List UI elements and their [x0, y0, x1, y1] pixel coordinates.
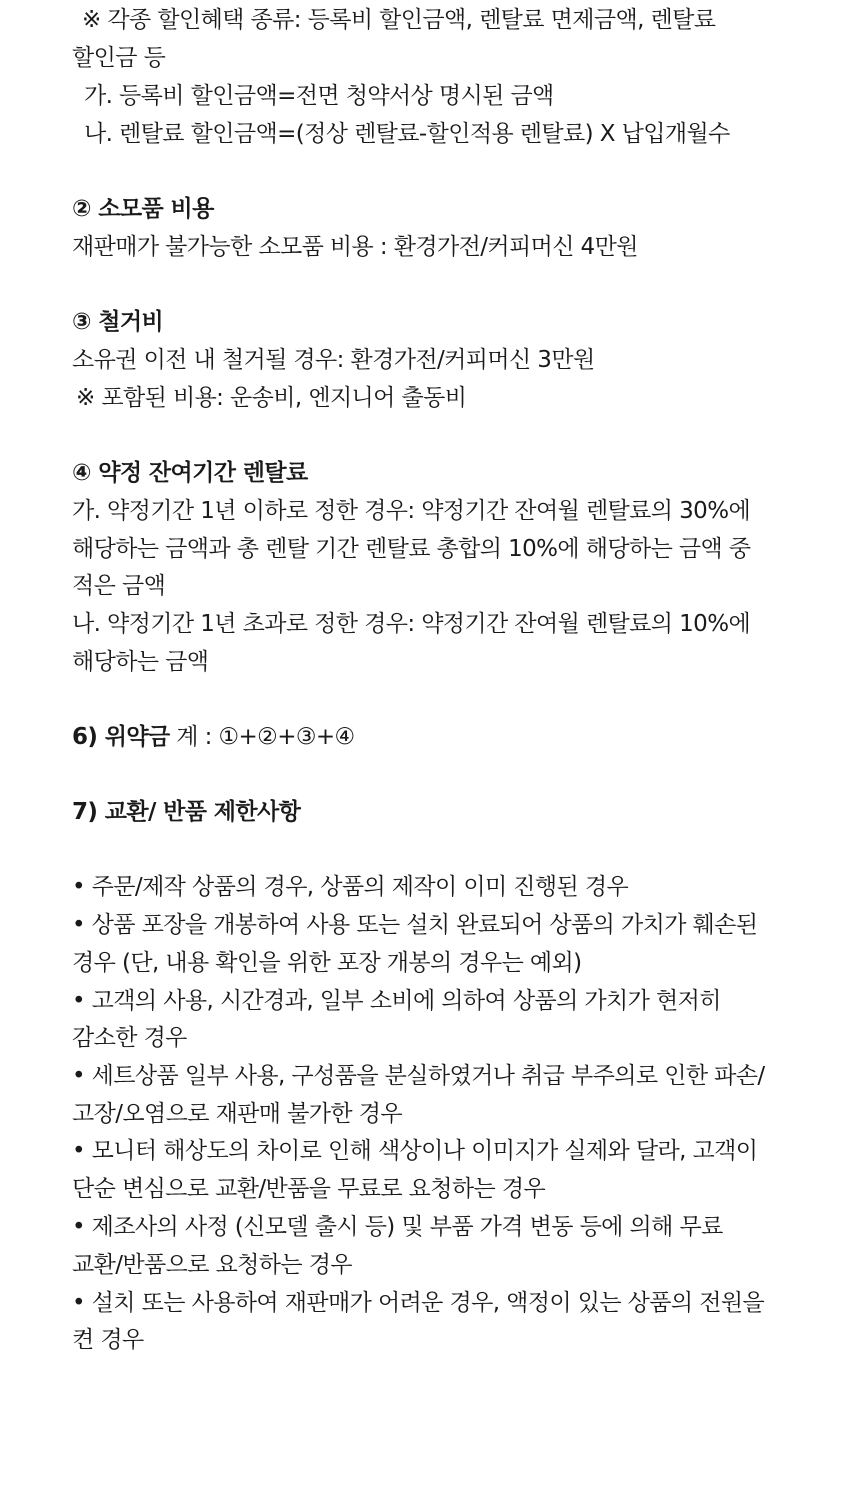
penalty-heading: 6) 위약금 [72, 724, 170, 750]
restriction-line: 경우 (단, 내용 확인을 위한 포장 개봉의 경우는 예외) [72, 950, 582, 976]
restriction-line: • 모니터 해상도의 차이로 인해 색상이나 이미지가 실제와 달라, 고객이 [72, 1138, 758, 1164]
discount-note: ※ 각종 할인혜택 종류: 등록비 할인금액, 렌탈료 면제금액, 렌탈료 [82, 7, 716, 33]
penalty-row [72, 722, 355, 752]
restriction-line: • 세트상품 일부 사용, 구성품을 분실하였거나 취급 부주의로 인한 파손/ [72, 1063, 765, 1089]
remaining-heading: ④ 약정 잔여기간 렌탈료 [72, 460, 308, 486]
restriction-line: • 제조사의 사정 (신모델 출시 등) 및 부품 가격 변동 등에 의해 무료 [72, 1214, 723, 1240]
restriction-line: • 주문/제작 상품의 경우, 상품의 제작이 이미 진행된 경우 [72, 874, 629, 900]
removal-note: ※ 포함된 비용: 운송비, 엔지니어 출동비 [76, 385, 467, 411]
remaining-item-b-line2: 해당하는 금액 [72, 649, 209, 675]
discount-note-continued: 할인금 등 [72, 45, 166, 71]
restriction-line: 켠 경우 [72, 1327, 144, 1353]
restriction-line: 단순 변심으로 교환/반품을 무료로 요청하는 경우 [72, 1176, 546, 1202]
consumables-heading: ② 소모품 비용 [72, 196, 214, 222]
remaining-item-b-line1: 나. 약정기간 1년 초과로 정한 경우: 약정기간 잔여월 렌탈료의 10%에 [72, 611, 751, 637]
restriction-line: • 고객의 사용, 시간경과, 일부 소비에 의하여 상품의 가치가 현저히 [72, 988, 721, 1014]
consumables-text: 재판매가 불가능한 소모품 비용 : 환경가전/커피머신 4만원 [72, 234, 638, 260]
penalty-formula: 계 : ①+②+③+④ [176, 724, 355, 750]
removal-heading: ③ 철거비 [72, 309, 164, 335]
remaining-item-a-line2: 해당하는 금액과 총 렌탈 기간 렌탈료 총합의 10%에 해당하는 금액 중 [72, 536, 751, 562]
restriction-line: 감소한 경우 [72, 1025, 187, 1051]
discount-item-a: 가. 등록비 할인금액=전면 청약서상 명시된 금액 [84, 83, 554, 109]
restriction-line: • 상품 포장을 개봉하여 사용 또는 설치 완료되어 상품의 가치가 훼손된 [72, 912, 758, 938]
removal-text: 소유권 이전 내 철거될 경우: 환경가전/커피머신 3만원 [72, 347, 595, 373]
remaining-item-a-line3: 적은 금액 [72, 573, 166, 599]
restrictions-heading: 7) 교환/ 반품 제한사항 [72, 799, 301, 825]
restriction-line: 교환/반품으로 요청하는 경우 [72, 1252, 352, 1278]
restriction-line: • 설치 또는 사용하여 재판매가 어려운 경우, 액정이 있는 상품의 전원을 [72, 1290, 765, 1316]
discount-item-b: 나. 렌탈료 할인금액=(정상 렌탈료-할인적용 렌탈료) X 납입개월수 [84, 121, 730, 147]
restriction-line: 고장/오염으로 재판매 불가한 경우 [72, 1101, 402, 1127]
remaining-item-a-line1: 가. 약정기간 1년 이하로 정한 경우: 약정기간 잔여월 렌탈료의 30%에 [72, 498, 751, 524]
